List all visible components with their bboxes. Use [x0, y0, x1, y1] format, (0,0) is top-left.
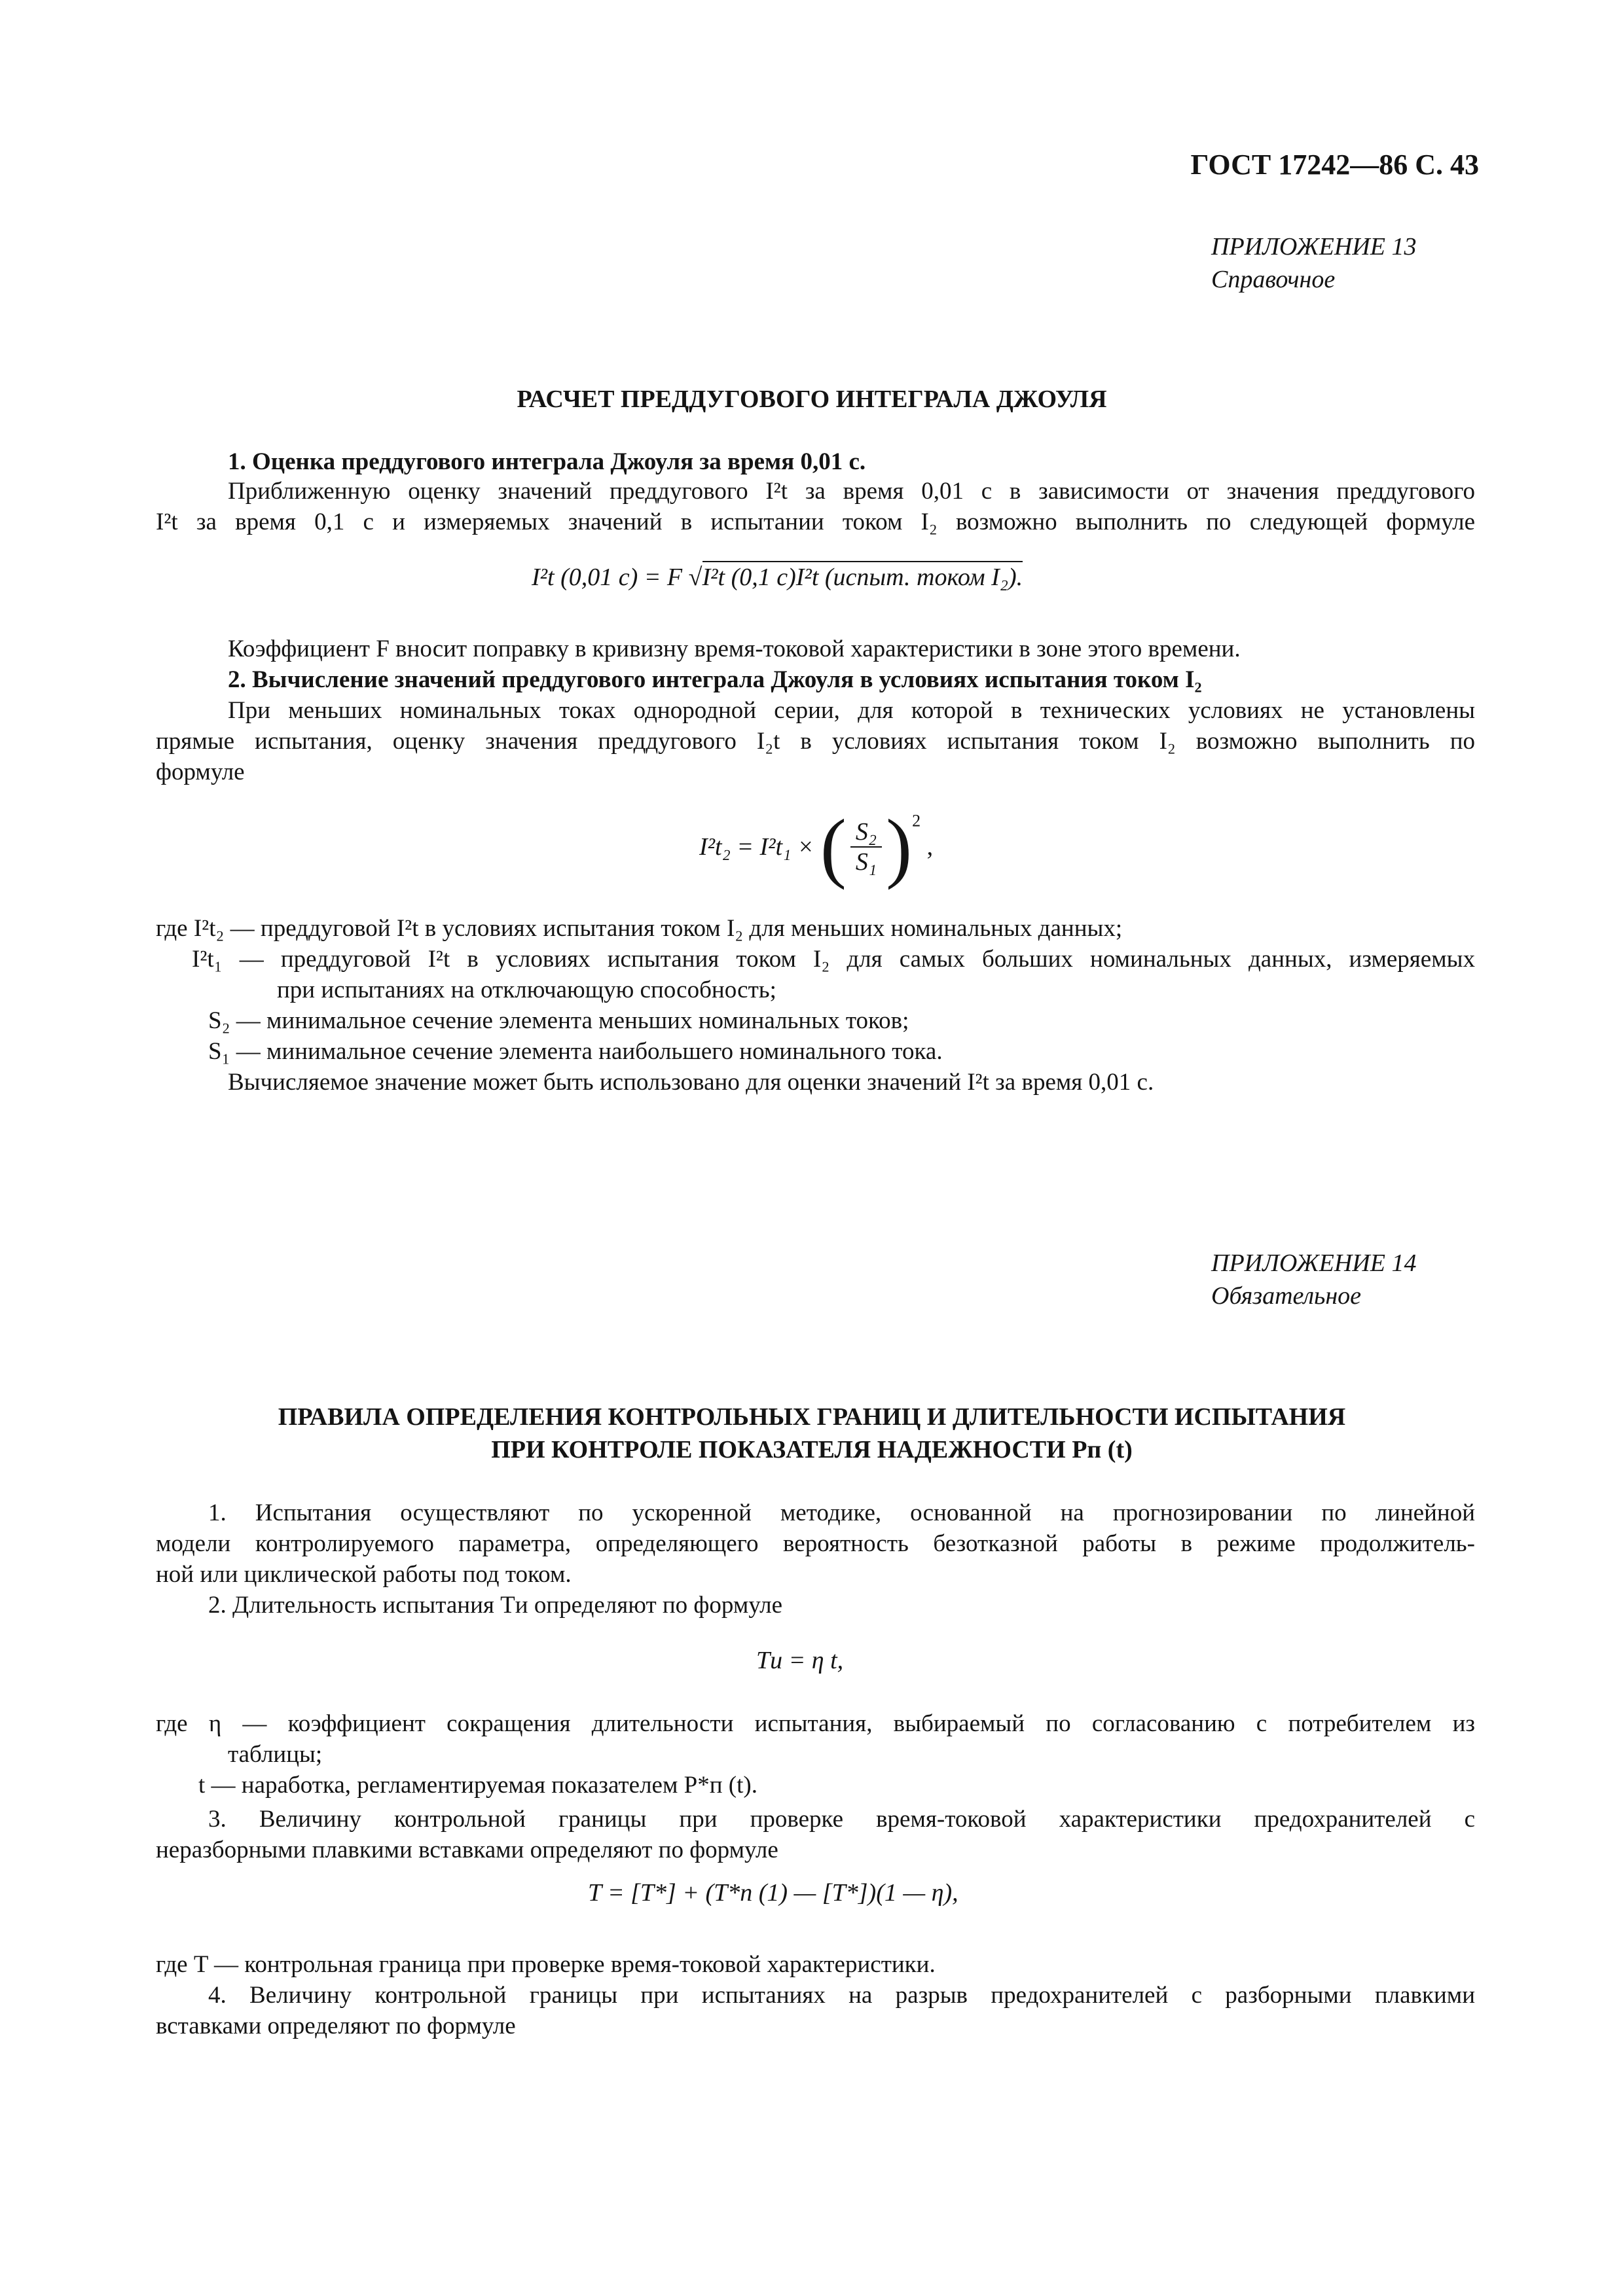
formula-joule-scaled — [699, 802, 933, 892]
left-paren: ( — [820, 803, 847, 890]
appendix-14-status: Обязательное — [1211, 1282, 1362, 1310]
appendix-14-number: ПРИЛОЖЕНИЕ 14 — [1211, 1249, 1417, 1277]
formula-1-lhs: I²t (0,01 с) = — [532, 564, 661, 591]
formula-1-coefficient: F — [666, 564, 683, 591]
section-2-heading: 2. Вычисление значений преддугового интеграла Джоуля в условиях испытания током I₂ — [228, 666, 1202, 693]
where-line-3: S₂ — минимальное сечение элемента меньших номинальных токов; — [208, 1007, 909, 1034]
formula-2-fraction — [850, 817, 882, 876]
section-2-line-2: прямые испытания, оценку значения преддугового I₂t в условиях испытания током I₂ возможно выполнить по — [156, 728, 1475, 755]
where-line-1: где I²t₂ — преддуговой I²t в условиях испытания током I₂ для меньших номинальных данных; — [156, 915, 1123, 942]
where-t: t — наработка, регламентируемая показателем P*п (t). — [198, 1772, 757, 1799]
para-1-line-2: модели контролируемого параметра, определяющего вероятность безотказной работы в режиме продолжитель- — [156, 1530, 1475, 1557]
formula-2-exponent: 2 — [912, 811, 921, 831]
appendix-13-number: ПРИЛОЖЕНИЕ 13 — [1211, 233, 1417, 260]
para-3-line-2: неразборными плавкими вставками определяют по формуле — [156, 1837, 778, 1863]
section-2-conclusion: Вычисляемое значение может быть использовано для оценки значений I²t за время 0,01 с. — [228, 1069, 1154, 1096]
section-1-heading: 1. Оценка преддугового интеграла Джоуля за время 0,01 с. — [228, 448, 866, 475]
right-paren: ) — [886, 803, 913, 890]
where-eta-continued: таблицы; — [228, 1741, 323, 1768]
section-1-note: Коэффициент F вносит поправку в кривизну время-токовой характеристики в зоне этого времени. — [228, 636, 1241, 662]
appendix-14-title-line-1: ПРАВИЛА ОПРЕДЕЛЕНИЯ КОНТРОЛЬНЫХ ГРАНИЦ И ДЛИТЕЛЬНОСТИ ИСПЫТАНИЯ — [278, 1403, 1346, 1431]
where-line-4: S₁ — минимальное сечение элемента наибольшего номинального тока. — [208, 1038, 943, 1065]
formula-2-lhs: I²t₂ = I²t₁ × — [699, 833, 814, 861]
section-2-line-1: При меньших номинальных токах однородной серии, для которой в технических условиях не установлены — [228, 697, 1475, 724]
where-line-2-continued: при испытаниях на отключающую способность; — [277, 977, 776, 1003]
appendix-14-label — [1211, 1247, 1473, 1312]
para-3-line-1: 3. Величину контрольной границы при проверке время-токовой характеристики предохранителей с — [208, 1806, 1475, 1833]
para-4-line-1: 4. Величину контрольной границы при испытаниях на разрыв предохранителей с разборными плавкими — [208, 1982, 1475, 2009]
section-1-line-1: Приближенную оценку значений преддугового I²t за время 0,01 с в зависимости от значения преддугового — [228, 478, 1475, 505]
appendix-13-title: РАСЧЕТ ПРЕДДУГОВОГО ИНТЕГРАЛА ДЖОУЛЯ — [517, 386, 1107, 413]
formula-2-numerator: S₂ — [850, 817, 882, 848]
appendix-14-title-line-2: ПРИ КОНТРОЛЕ ПОКАЗАТЕЛЯ НАДЕЖНОСТИ Pп (t) — [491, 1436, 1133, 1463]
formula-1-radicand: I²t (0,1 с)I²t (испыт. током I₂). — [702, 561, 1023, 591]
para-1-line-3: ной или циклической работы под током. — [156, 1561, 572, 1588]
para-4-line-2: вставками определяют по формуле — [156, 2013, 516, 2039]
para-2: 2. Длительность испытания Tи определяют по формуле — [208, 1592, 782, 1619]
formula-2-comma: , — [926, 833, 934, 861]
where-line-2: I²t₁ — преддуговой I²t в условиях испытания током I₂ для самых больших номинальных данных, измеряемых — [192, 946, 1475, 973]
where-eta: где η — коэффициент сокращения длительности испытания, выбираемый по согласованию с потребителем из — [156, 1710, 1475, 1737]
appendix-13-status: Справочное — [1211, 266, 1336, 293]
para-1-line-1: 1. Испытания осуществляют по ускоренной методике, основанной на прогнозировании по линейной — [208, 1499, 1475, 1526]
section-1-line-2: I²t за время 0,1 с и измеряемых значений в испытании током I₂ возможно выполнить по следующей формуле — [156, 509, 1475, 535]
formula-test-duration: Tи = η t, — [756, 1647, 844, 1674]
formula-control-boundary: T = [T*] + (T*п (1) — [T*])(1 — η), — [588, 1879, 958, 1907]
formula-joule-estimate — [532, 563, 1023, 592]
where-T: где T — контрольная граница при проверке время-токовой характеристики. — [156, 1951, 936, 1978]
section-2-line-3: формуле — [156, 759, 245, 785]
sqrt-sign: √ — [688, 564, 702, 591]
page-header-gost: ГОСТ 17242—86 С. 43 — [1190, 149, 1479, 181]
appendix-13-label — [1211, 230, 1473, 296]
formula-2-denominator: S₁ — [855, 848, 877, 876]
